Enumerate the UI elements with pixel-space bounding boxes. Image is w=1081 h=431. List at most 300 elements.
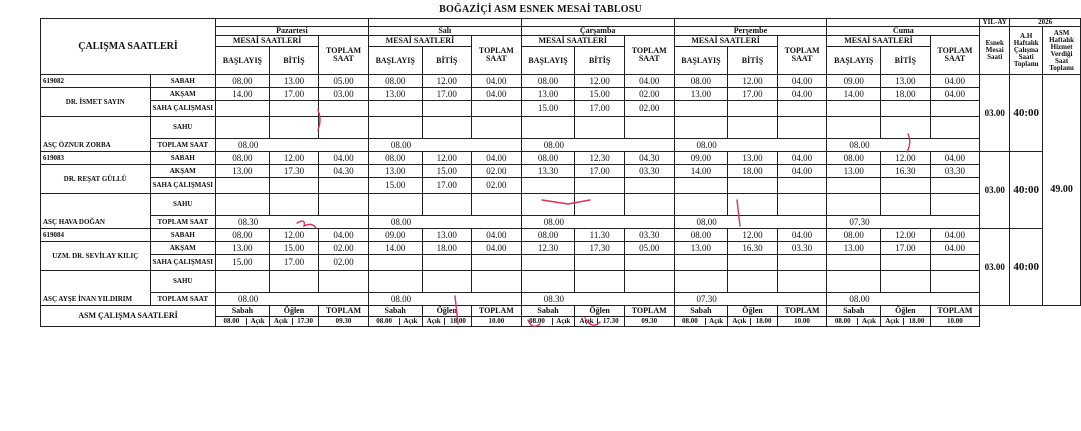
total-hours: 03.30 [930, 165, 980, 178]
end-time [881, 117, 930, 139]
total-hours: 04.00 [472, 242, 522, 255]
employee-code: 619083 [41, 152, 151, 165]
total-hours: 04.00 [472, 88, 522, 101]
start-time: 13.00 [674, 88, 728, 101]
day-total: 08.30 [216, 216, 369, 229]
total-hours: 02.00 [319, 255, 369, 271]
end-time: 17.00 [881, 242, 930, 255]
table-row [41, 255, 1081, 271]
start-time [368, 101, 422, 117]
footer-acik-1: Açık [861, 317, 876, 325]
start-time: 14.00 [368, 242, 422, 255]
start-time [827, 178, 881, 194]
total-hours: 04.00 [472, 75, 522, 88]
footer-sabah-label: Sabah [521, 306, 575, 317]
header-mesai-saatleri: MESAİ SAATLERİ [521, 36, 624, 47]
start-time: 13.00 [216, 242, 270, 255]
end-time [728, 255, 777, 271]
end-time: 18.00 [422, 242, 471, 255]
document-title: BOĞAZİÇİ ASM ESNEK MESAİ TABLOSU [439, 4, 642, 15]
table-row [41, 139, 1081, 152]
footer-oglen-cell [881, 317, 930, 327]
end-time: 17.00 [728, 88, 777, 101]
start-time [216, 101, 270, 117]
start-time: 14.00 [216, 88, 270, 101]
total-hours [624, 271, 674, 293]
end-time [269, 178, 318, 194]
footer-sabah-label: Sabah [216, 306, 270, 317]
row-type-label: AKŞAM [150, 88, 216, 101]
start-time: 13.00 [827, 165, 881, 178]
row-type-label: SABAH [150, 229, 216, 242]
header-day-spacer [521, 19, 674, 27]
header-ah-haftalik: A.H Haftalık Çalışma Saati Toplamı [1010, 27, 1043, 75]
footer-oglen-label: Öğlen [269, 306, 318, 317]
end-time [422, 255, 471, 271]
start-time [368, 194, 422, 216]
header-mesai-saatleri: MESAİ SAATLERİ [827, 36, 930, 47]
start-time [674, 194, 728, 216]
total-hours [930, 178, 980, 194]
total-hours: 04.00 [777, 152, 827, 165]
total-hours [319, 117, 369, 139]
end-time [575, 271, 624, 293]
end-time: 16.30 [881, 165, 930, 178]
footer-acik-2: Açık [576, 318, 598, 325]
footer-day-total: 09.30 [319, 317, 369, 327]
day-total: 08.00 [368, 216, 521, 229]
row-type-label: SAHA ÇALIŞMASI [150, 178, 216, 194]
start-time [368, 117, 422, 139]
day-total: 08.00 [216, 139, 369, 152]
footer-toplam-label: TOPLAM [624, 306, 674, 317]
end-time: 13.00 [728, 152, 777, 165]
table-row [41, 216, 1081, 229]
footer-end-time: 17.30 [602, 317, 619, 325]
header-toplam-saat: TOPLAM SAAT [319, 36, 369, 75]
start-time: 08.00 [827, 152, 881, 165]
footer-acik-1: Açık [709, 317, 724, 325]
end-time: 17.00 [269, 88, 318, 101]
total-hours [930, 255, 980, 271]
footer-oglen-cell [422, 317, 471, 327]
start-time [216, 271, 270, 293]
total-hours [319, 101, 369, 117]
header-bitis: BİTİŞ [728, 47, 777, 75]
footer-day-total: 10.00 [930, 317, 980, 327]
start-time: 15.00 [368, 178, 422, 194]
start-time: 13.30 [521, 165, 575, 178]
start-time: 13.00 [521, 88, 575, 101]
total-hours: 04.00 [319, 229, 369, 242]
header-mesai-saatleri: MESAİ SAATLERİ [674, 36, 777, 47]
end-time: 17.00 [422, 88, 471, 101]
table-row [41, 117, 1081, 139]
start-time: 13.00 [216, 165, 270, 178]
start-time: 08.00 [216, 152, 270, 165]
total-hours: 02.00 [319, 242, 369, 255]
table-row [41, 75, 1081, 88]
header-yil-ay: YIL-AY [980, 19, 1010, 27]
day-total: 07.30 [674, 293, 827, 306]
footer-acik-2: Açık [423, 318, 445, 325]
footer-oglen-label: Öğlen [422, 306, 471, 317]
end-time [269, 194, 318, 216]
header-baslayis: BAŞLAYIŞ [368, 47, 422, 75]
total-hours [472, 255, 522, 271]
total-hours [624, 194, 674, 216]
end-time: 12.00 [881, 152, 930, 165]
footer-acik-1: Açık [250, 317, 265, 325]
day-total: 08.00 [216, 293, 369, 306]
start-time: 15.00 [216, 255, 270, 271]
total-hours: 03.30 [624, 165, 674, 178]
total-hours: 04.30 [624, 152, 674, 165]
table-row [41, 152, 1081, 165]
end-time: 18.00 [728, 165, 777, 178]
footer-toplam-label: TOPLAM [319, 306, 369, 317]
header-day-name: Cuma [827, 27, 980, 36]
total-hours: 03.30 [777, 242, 827, 255]
total-hours: 04.00 [472, 229, 522, 242]
end-time: 17.00 [269, 255, 318, 271]
end-time: 13.00 [881, 75, 930, 88]
total-hours: 05.00 [319, 75, 369, 88]
footer-sabah-cell [827, 317, 881, 327]
footer-toplam-label: TOPLAM [777, 306, 827, 317]
start-time [521, 194, 575, 216]
end-time: 17.00 [575, 165, 624, 178]
row-type-label: SAHU [150, 194, 216, 216]
total-hours [472, 117, 522, 139]
end-time [422, 117, 471, 139]
footer-end-time: 18.00 [908, 317, 925, 325]
start-time [827, 271, 881, 293]
header-row-years [41, 19, 1081, 27]
total-hours [777, 117, 827, 139]
doctor-name: UZM. DR. SEVİLAY KILIÇ [41, 242, 151, 271]
header-bitis: BİTİŞ [269, 47, 318, 75]
end-time: 12.00 [269, 152, 318, 165]
footer-day-total: 10.00 [472, 317, 522, 327]
header-bitis: BİTİŞ [881, 47, 930, 75]
total-hours [472, 271, 522, 293]
header-baslayis: BAŞLAYIŞ [521, 47, 575, 75]
header-mesai-saatleri: MESAİ SAATLERİ [216, 36, 319, 47]
table-row [41, 101, 1081, 117]
header-toplam-saat: TOPLAM SAAT [777, 36, 827, 75]
total-hours [319, 178, 369, 194]
footer-end-time: 18.00 [450, 317, 466, 325]
ah-weekly-total: 40:00 [1010, 229, 1043, 306]
header-day-spacer [674, 19, 827, 27]
footer-oglen-cell [575, 317, 624, 327]
total-hours [930, 117, 980, 139]
start-time: 08.00 [521, 75, 575, 88]
end-time: 16.30 [728, 242, 777, 255]
start-time: 08.00 [521, 152, 575, 165]
start-time: 09.00 [368, 229, 422, 242]
end-time [269, 101, 318, 117]
start-time [674, 117, 728, 139]
start-time [827, 101, 881, 117]
end-time [881, 255, 930, 271]
start-time: 08.00 [216, 229, 270, 242]
end-time [422, 271, 471, 293]
start-time: 08.00 [521, 229, 575, 242]
total-hours: 04.00 [777, 165, 827, 178]
start-time: 08.00 [216, 75, 270, 88]
row-type-label: AKŞAM [150, 165, 216, 178]
footer-acik-2: Açık [729, 318, 751, 325]
total-hours [930, 101, 980, 117]
end-time [728, 178, 777, 194]
header-toplam-saat: TOPLAM SAAT [472, 36, 522, 75]
asm-weekly-total: 49.00 [1043, 75, 1081, 306]
total-hours [777, 178, 827, 194]
header-day-name: Çarşamba [521, 27, 674, 36]
footer-acik-1: Açık [556, 317, 571, 325]
total-hours: 04.00 [319, 152, 369, 165]
table-row [41, 194, 1081, 216]
row-type-label: TOPLAM SAAT [150, 139, 216, 152]
day-total: 08.30 [521, 293, 674, 306]
doctor-name: DR. İSMET SAYIN [41, 88, 151, 117]
day-total: 08.00 [368, 139, 521, 152]
header-day-spacer [827, 19, 980, 27]
total-hours [777, 101, 827, 117]
start-time: 14.00 [827, 88, 881, 101]
total-hours [777, 271, 827, 293]
nurse-name: ASÇ ÖZNUR ZORBA [41, 117, 151, 152]
day-total: 08.00 [521, 139, 674, 152]
total-hours [319, 271, 369, 293]
end-time: 13.00 [422, 229, 471, 242]
start-time [368, 271, 422, 293]
start-time: 09.00 [827, 75, 881, 88]
nurse-name: ASÇ AYŞE İNAN YILDIRIM [41, 271, 151, 306]
header-asm-haftalik: ASM Haftalık Hizmet Verdiği Saat Toplamı [1043, 27, 1081, 75]
end-time: 11.30 [575, 229, 624, 242]
total-hours [472, 194, 522, 216]
header-baslayis: BAŞLAYIŞ [674, 47, 728, 75]
start-time: 13.00 [368, 165, 422, 178]
end-time: 12.30 [575, 152, 624, 165]
footer-day-total: 10.00 [777, 317, 827, 327]
start-time [674, 101, 728, 117]
row-type-label: SAHA ÇALIŞMASI [150, 255, 216, 271]
total-hours [930, 271, 980, 293]
end-time: 12.00 [881, 229, 930, 242]
footer-sabah-label: Sabah [827, 306, 881, 317]
end-time [881, 194, 930, 216]
total-hours: 02.00 [472, 165, 522, 178]
footer-end-time: 18.00 [755, 317, 772, 325]
row-type-label: AKŞAM [150, 242, 216, 255]
start-time [827, 117, 881, 139]
start-time [674, 255, 728, 271]
start-time: 13.00 [827, 242, 881, 255]
footer-start-time: 08.00 [522, 318, 553, 325]
end-time [575, 255, 624, 271]
start-time [827, 194, 881, 216]
start-time: 15.00 [521, 101, 575, 117]
header-day-name: Pazartesi [216, 27, 369, 36]
footer-row-labels [41, 306, 1081, 317]
total-hours [624, 255, 674, 271]
end-time: 12.00 [422, 75, 471, 88]
row-type-label: SAHU [150, 271, 216, 293]
end-time [575, 178, 624, 194]
header-bitis: BİTİŞ [575, 47, 624, 75]
table-row [41, 165, 1081, 178]
end-time [881, 178, 930, 194]
end-time: 17.30 [575, 242, 624, 255]
start-time: 12.30 [521, 242, 575, 255]
footer-end-time: 17.30 [297, 317, 313, 325]
footer-oglen-label: Öğlen [881, 306, 930, 317]
end-time: 15.00 [575, 88, 624, 101]
end-time [575, 117, 624, 139]
header-day-spacer [368, 19, 521, 27]
footer-start-time: 08.00 [828, 318, 859, 325]
total-hours: 05.00 [624, 242, 674, 255]
end-time: 13.00 [269, 75, 318, 88]
esnek-mesai-value: 03.00 [980, 152, 1010, 229]
start-time: 08.00 [827, 229, 881, 242]
table-row [41, 293, 1081, 306]
start-time: 13.00 [368, 88, 422, 101]
day-total: 08.00 [674, 216, 827, 229]
employee-code: 619084 [41, 229, 151, 242]
total-hours: 04.00 [930, 152, 980, 165]
start-time: 14.00 [674, 165, 728, 178]
header-toplam-saat: TOPLAM SAAT [624, 36, 674, 75]
day-total: 08.00 [674, 139, 827, 152]
ah-weekly-total: 40:00 [1010, 75, 1043, 152]
ah-weekly-total: 40:00 [1010, 152, 1043, 229]
end-time [269, 117, 318, 139]
day-total: 08.00 [521, 216, 674, 229]
day-total: 07.30 [827, 216, 980, 229]
end-time: 17.00 [575, 101, 624, 117]
footer-sabah-cell [216, 317, 270, 327]
doctor-name: DR. REŞAT GÜLLÜ [41, 165, 151, 194]
header-esnek-mesai: Esnek Mesai Saati [980, 27, 1010, 75]
footer-oglen-label: Öğlen [728, 306, 777, 317]
end-time: 17.30 [269, 165, 318, 178]
footer-toplam-label: TOPLAM [472, 306, 522, 317]
total-hours [930, 194, 980, 216]
total-hours: 04.00 [777, 229, 827, 242]
table-row [41, 178, 1081, 194]
end-time: 15.00 [422, 165, 471, 178]
table-row [41, 242, 1081, 255]
end-time [422, 194, 471, 216]
total-hours: 04.00 [777, 88, 827, 101]
row-type-label: TOPLAM SAAT [150, 293, 216, 306]
esnek-mesai-value: 03.00 [980, 75, 1010, 152]
end-time [728, 117, 777, 139]
end-time: 15.00 [269, 242, 318, 255]
table-row [41, 88, 1081, 101]
total-hours: 04.00 [624, 75, 674, 88]
row-type-label: TOPLAM SAAT [150, 216, 216, 229]
header-year: 2026 [1010, 19, 1081, 27]
total-hours: 03.30 [624, 229, 674, 242]
end-time: 12.00 [728, 229, 777, 242]
end-time [728, 271, 777, 293]
header-baslayis: BAŞLAYIŞ [827, 47, 881, 75]
footer-oglen-cell [728, 317, 777, 327]
total-hours [624, 178, 674, 194]
total-hours: 04.00 [472, 152, 522, 165]
esnek-mesai-value: 03.00 [980, 229, 1010, 306]
total-hours [777, 194, 827, 216]
footer-sabah-cell [521, 317, 575, 327]
total-hours: 04.00 [930, 229, 980, 242]
start-time [368, 255, 422, 271]
end-time [575, 194, 624, 216]
total-hours: 04.00 [777, 75, 827, 88]
total-hours [319, 194, 369, 216]
header-day-name: Salı [368, 27, 521, 36]
end-time [269, 271, 318, 293]
total-hours [777, 255, 827, 271]
esnek-mesai-table [40, 18, 1081, 327]
footer-oglen-label: Öğlen [575, 306, 624, 317]
end-time: 12.00 [422, 152, 471, 165]
start-time: 08.00 [368, 75, 422, 88]
row-type-label: SABAH [150, 75, 216, 88]
row-type-label: SAHU [150, 117, 216, 139]
header-bitis: BİTİŞ [422, 47, 471, 75]
total-hours: 02.00 [624, 88, 674, 101]
table-row [41, 271, 1081, 293]
start-time [674, 271, 728, 293]
header-mesai-saatleri: MESAİ SAATLERİ [368, 36, 471, 47]
start-time: 08.00 [368, 152, 422, 165]
end-time: 17.00 [422, 178, 471, 194]
footer-sabah-cell [674, 317, 728, 327]
start-time [216, 117, 270, 139]
footer-blank [980, 306, 1081, 327]
start-time: 08.00 [674, 75, 728, 88]
footer-start-time: 08.00 [675, 318, 706, 325]
footer-acik-1: Açık [403, 317, 418, 325]
end-time: 12.00 [575, 75, 624, 88]
footer-sabah-cell [368, 317, 422, 327]
footer-acik-2: Açık [882, 318, 904, 325]
end-time: 18.00 [881, 88, 930, 101]
start-time [521, 271, 575, 293]
header-baslayis: BAŞLAYIŞ [216, 47, 270, 75]
table-row [41, 229, 1081, 242]
nurse-name: ASÇ HAVA DOĞAN [41, 194, 151, 229]
header-day-name: Perşembe [674, 27, 827, 36]
total-hours: 04.30 [319, 165, 369, 178]
start-time [521, 117, 575, 139]
footer-acik-2: Açık [270, 318, 292, 325]
header-toplam-saat: TOPLAM SAAT [930, 36, 980, 75]
start-time [674, 178, 728, 194]
start-time [827, 255, 881, 271]
end-time: 12.00 [269, 229, 318, 242]
footer-start-time: 08.00 [217, 318, 248, 325]
footer-start-time: 08.00 [369, 318, 400, 325]
footer-oglen-cell [269, 317, 318, 327]
employee-code: 619082 [41, 75, 151, 88]
